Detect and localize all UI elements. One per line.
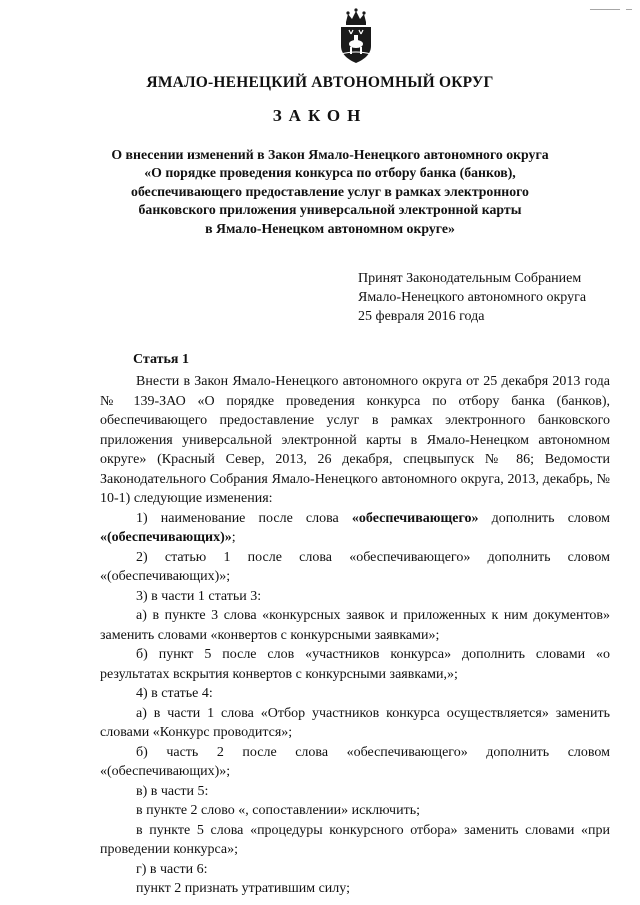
paragraph: б) часть 2 после слова «обеспечивающего» дополнить словом «(обеспечивающих)»; (100, 744, 610, 779)
paragraph: пункт 2 признать утратившим силу; (136, 881, 350, 896)
adoption-note (358, 269, 586, 326)
paragraph: в) в части 5: (136, 783, 209, 799)
title-line: банковского приложения универсальной электронной карты (138, 202, 522, 218)
title-line: в Ямало-Ненецком автономном округе» (205, 220, 455, 236)
paragraph: 4) в статье 4: (136, 686, 213, 701)
adoption-date: 25 февраля 2016 года (358, 309, 485, 324)
paragraph: в пункте 2 слово «, сопоставлении» исключить; (136, 803, 420, 818)
article-heading: Статья 1 (133, 352, 189, 367)
paragraph: г) в части 6: (136, 861, 208, 877)
adoption-line: Принят Законодательным Собранием (358, 271, 582, 286)
paragraph: 2) статью 1 после слова «обеспечивающего» дополнить словом «(обеспечивающих)»; (100, 549, 610, 584)
paragraph: а) в части 1 слова «Отбор участников конкурса осуществляется» заменить словами «Конкурс проводится»; (100, 705, 610, 740)
article-body (100, 372, 610, 899)
title-line: «О порядке проведения конкурса по отбору банка (банков), (144, 165, 516, 181)
coat-of-arms-icon (337, 8, 375, 64)
document-type: ЗАКОН (272, 106, 368, 125)
title-line: обеспечивающего предоставление услуг в рамках электронного (131, 183, 529, 199)
region-heading: ЯМАЛО-НЕНЕЦКИЙ АВТОНОМНЫЙ ОКРУГ (146, 74, 494, 91)
paragraph: а) в пункте 3 слова «конкурсных заявок и приложенных к ним документов» заменить словами «конвертов с конкурсными заявками»; (100, 608, 610, 643)
corner-mark: _____ _ (589, 2, 632, 13)
paragraph: в пункте 5 слова «процедуры конкурсного отбора» заменить словами «при проведении конкурса»; (100, 822, 610, 857)
paragraph: 3) в части 1 статьи 3: (136, 588, 262, 604)
law-title (96, 146, 564, 238)
adoption-line: Ямало-Ненецкого автономного округа (358, 290, 587, 305)
paragraph: 1) наименование после слова «обеспечивающего» дополнить словом «(обеспечивающих)»; (100, 510, 610, 545)
title-line: О внесении изменений в Закон Ямало-Ненецкого автономного округа (111, 147, 549, 162)
paragraph: б) пункт 5 после слов «участников конкурса» дополнить словами «о результатах вскрытия конвертов с конкурсными заявками,»; (100, 647, 610, 682)
paragraph: Внести в Закон Ямало-Ненецкого автономного округа от 25 декабря 2013 года № 139-ЗАО «О порядке проведения конкурса по отбору банка (банков), обеспечивающего предоставление услуг в рамках электронного банковского приложения универсальной электронной карты в Ямало-Ненецком автономном округе» (Красный Север, 2013, 26 декабря, спецвыпуск № 86; Ведомости Законодательного Собрания Ямало-Ненецкого автономного округа, 2013, декабрь, № 10-1) следующие изменения: (100, 374, 610, 506)
